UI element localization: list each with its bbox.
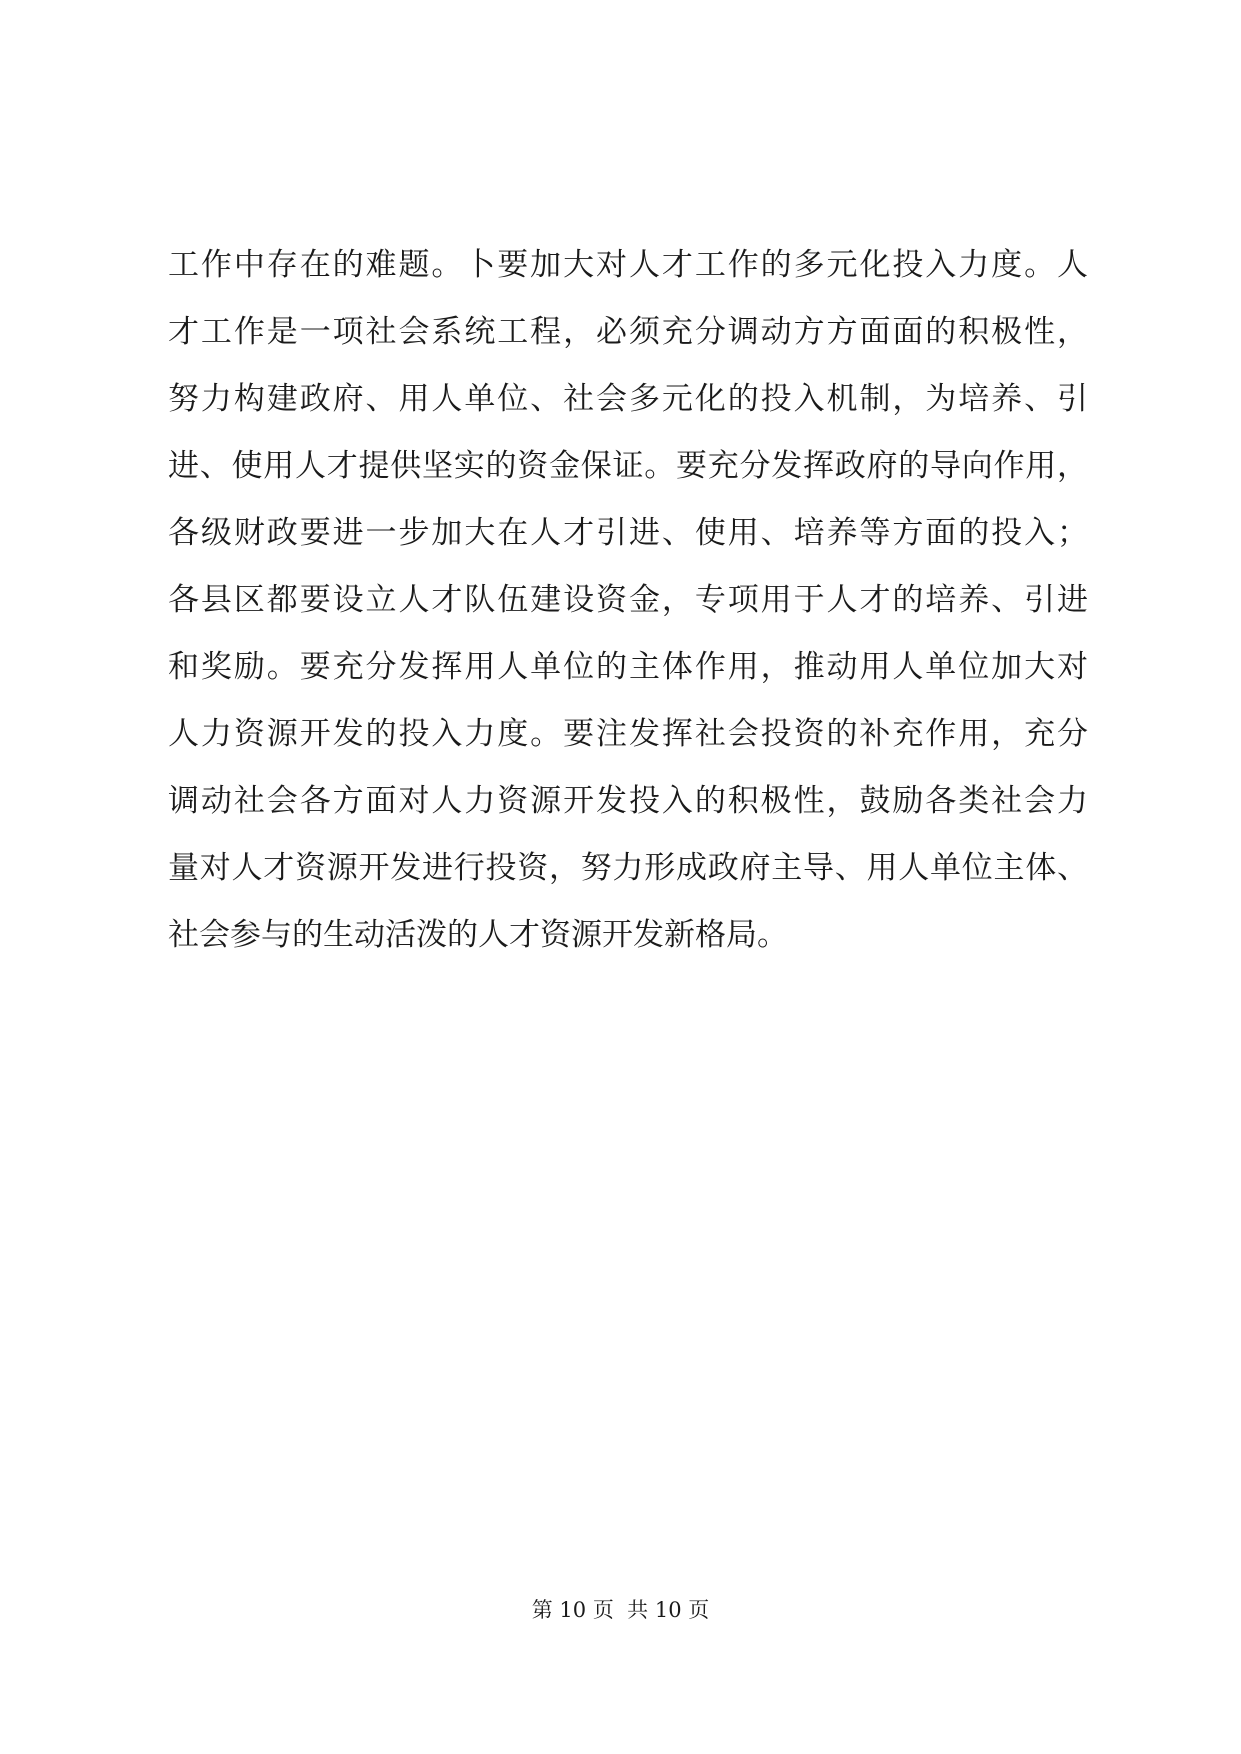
text-line: 各级财政要进一步加大在人才引进、使用、培养等方面的投入；	[168, 515, 1088, 551]
text-line: 才工作是一项社会系统工程，必须充分调动方方面面的积极性，	[168, 314, 1088, 350]
body-text	[168, 232, 1088, 969]
text-line: 工作中存在的难题。卜要加大对人才工作的多元化投入力度。人	[168, 247, 1088, 283]
page-number-footer: 第 10 页 共 10 页	[531, 1598, 710, 1622]
text-line: 进、使用人才提供坚实的资金保证。要充分发挥政府的导向作用，	[168, 448, 1088, 484]
text-line: 量对人才资源开发进行投资，努力形成政府主导、用人单位主体、	[168, 850, 1088, 886]
text-line: 和奖励。要充分发挥用人单位的主体作用，推动用人单位加大对	[168, 649, 1088, 685]
text-line: 努力构建政府、用人单位、社会多元化的投入机制，为培养、引	[168, 381, 1088, 417]
text-line: 人力资源开发的投入力度。要注发挥社会投资的补充作用，充分	[168, 716, 1088, 752]
text-line: 各县区都要设立人才队伍建设资金，专项用于人才的培养、引进	[168, 582, 1088, 618]
text-line: 社会参与的生动活泼的人才资源开发新格局。	[168, 917, 788, 953]
text-line: 调动社会各方面对人力资源开发投入的积极性，鼓励各类社会力	[168, 783, 1088, 819]
